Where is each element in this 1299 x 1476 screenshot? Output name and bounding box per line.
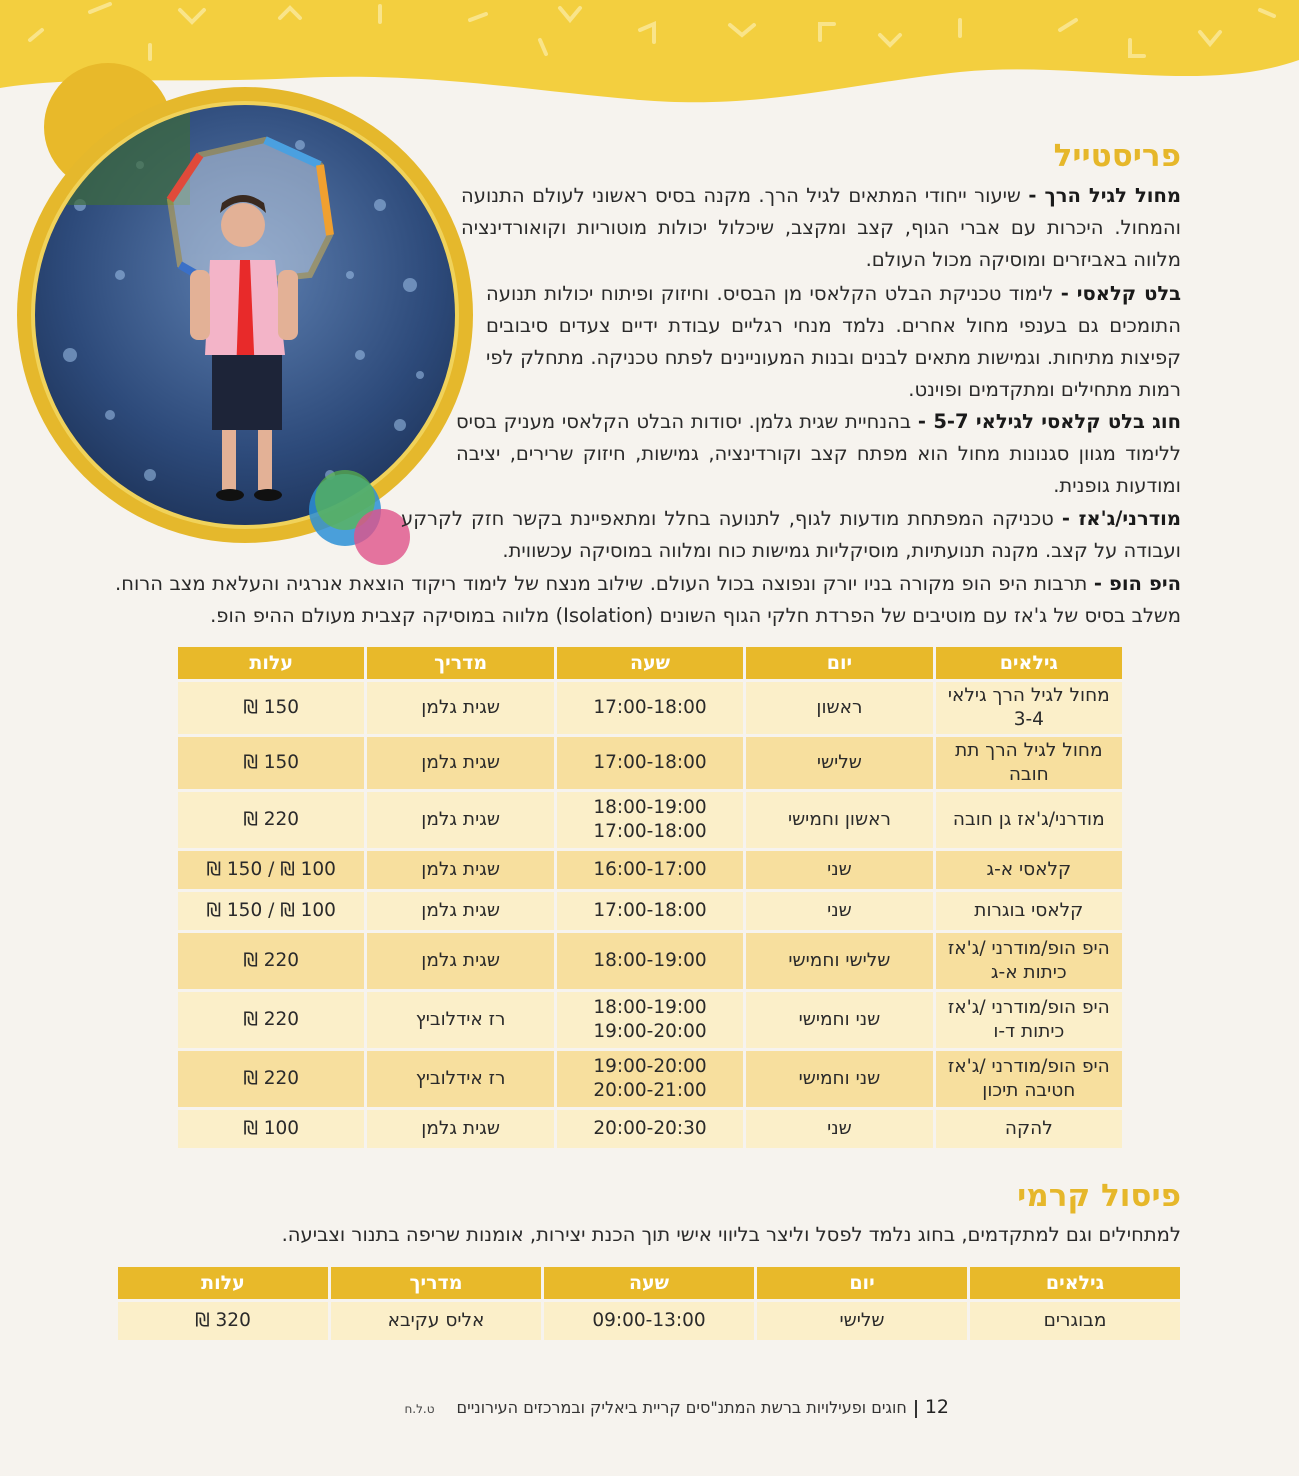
cell-hour <box>557 892 743 930</box>
cell-ages <box>936 1051 1122 1107</box>
cell-day: שני וחמישי <box>746 992 932 1048</box>
cell-day: שני <box>746 851 932 889</box>
page-number: 12 <box>924 1396 949 1418</box>
cell-instructor: שגית גלמן <box>367 851 553 889</box>
table-row <box>178 792 1122 848</box>
cell-ages <box>936 851 1122 889</box>
header-instructor: מדריך <box>367 647 553 679</box>
cell-ages <box>936 933 1122 989</box>
table-header-row <box>178 647 1122 679</box>
table-row <box>178 737 1122 789</box>
cell-day: ראשון <box>746 682 932 734</box>
paragraph-text: טכניקה המפתחת מודעות לגוף, לתנועה בחלל ומתאפיינת בקשר חזק לקרקע ועבודה על קצב. מקנה תנועתיות, מוסיקליות גמישות כוח ומלווה במוסיקה עכשווית. <box>401 507 1181 562</box>
table-row <box>178 992 1122 1048</box>
paragraph-text: תרבות היפ הופ מקורה בניו יורק ונפוצה בכול העולם. שילוב מנצח של לימוד ריקוד הוצאת אנרגיה והעלאת מצב הרוח. משלב בסיס של ג'אז עם מוטיבים של הפרדת חלקי הגוף השונים (Isolation) מלווה במוסיקה קצבית מעולם ההיפ הופ. <box>115 572 1181 627</box>
table-row <box>178 1051 1122 1107</box>
cell-ages <box>936 792 1122 848</box>
paragraph-term: חוג בלט קלאסי לגילאי 5-7 - <box>917 410 1181 433</box>
cell-line: 19:00-20:00 <box>593 1056 707 1077</box>
cell-line: קלאסי בוגרות <box>974 900 1084 921</box>
cell-ages <box>936 892 1122 930</box>
cell-line: כיתות ד-ו <box>993 1021 1065 1042</box>
cell-hour <box>557 792 743 848</box>
table-row <box>178 851 1122 889</box>
cell-instructor: רז אידלוביץ <box>367 1051 553 1107</box>
cell-line: היפ הופ/מודרני /ג'אז <box>947 938 1110 959</box>
dancer-photo <box>0 55 480 575</box>
cell-cost: 100 ₪ <box>178 1110 364 1148</box>
header-instructor: מדריך <box>331 1267 541 1299</box>
paragraph-text: בהנחיית שגית גלמן. יסודות הבלט הקלאסי מעניק בסיס ללימוד מגוון סגנונות מחול הוא מפתח קצב וקורדינציה, גמישות, חיזוק שרירים, יציבה ומודעות גופנית. <box>456 410 1181 497</box>
cell-day: שני <box>746 1110 932 1148</box>
cell-line: 20:00-20:30 <box>593 1118 707 1139</box>
paragraph-term: מחול לגיל הרך - <box>1028 184 1181 207</box>
table-row <box>178 933 1122 989</box>
page-footer <box>404 1396 949 1418</box>
cell-line: 18:00-19:00 <box>593 797 707 818</box>
cell-hour <box>557 992 743 1048</box>
cell-cost: 220 ₪ <box>178 933 364 989</box>
cell-hour <box>557 1051 743 1107</box>
freestyle-title: פריסטייל <box>1053 138 1181 174</box>
cell-cost: 320 ₪ <box>118 1302 328 1340</box>
paragraph-term: היפ הופ - <box>1093 572 1181 595</box>
cell-line: מחול לגיל הרך גילאי 3-4 <box>947 685 1110 730</box>
cell-cost: 220 ₪ <box>178 1051 364 1107</box>
paragraph-term: בלט קלאסי - <box>1060 282 1182 305</box>
header-hour: שעה <box>557 647 743 679</box>
cell-line: כיתות א-ג <box>990 962 1067 983</box>
paragraph-modern-jazz <box>401 503 1181 567</box>
header-day: יום <box>757 1267 967 1299</box>
cell-day: שלישי <box>757 1302 967 1340</box>
paragraph-term: מודרני/ג'אז - <box>1061 507 1181 530</box>
cell-line: 17:00-18:00 <box>593 752 707 773</box>
cell-instructor: שגית גלמן <box>367 933 553 989</box>
cell-line: היפ הופ/מודרני /ג'אז <box>947 997 1110 1018</box>
cell-line: היפ הופ/מודרני /ג'אז <box>947 1056 1110 1077</box>
cell-line: קלאסי א-ג <box>986 859 1072 880</box>
cell-line: 17:00-18:00 <box>593 821 707 842</box>
header-ages: גילאים <box>936 647 1122 679</box>
cell-instructor: שגית גלמן <box>367 682 553 734</box>
cell-line: 09:00-13:00 <box>592 1310 706 1331</box>
ceramic-title: פיסול קרמי <box>1017 1178 1181 1214</box>
cell-cost: 150 ₪ <box>178 682 364 734</box>
cell-line: 17:00-18:00 <box>593 697 707 718</box>
cell-hour <box>557 851 743 889</box>
header-cost: עלות <box>178 647 364 679</box>
cell-hour <box>557 682 743 734</box>
cell-instructor: שגית גלמן <box>367 892 553 930</box>
cell-day: שלישי <box>746 737 932 789</box>
cell-instructor: שגית גלמן <box>367 792 553 848</box>
header-ages: גילאים <box>970 1267 1180 1299</box>
paragraph-toddler-dance <box>461 180 1181 276</box>
table-row <box>178 682 1122 734</box>
paragraph-text: לימוד טכניקת הבלט הקלאסי מן הבסיס. וחיזוק ופיתוח יכולות תנועה התומכים גם בענפי מחול אחרים. נלמד מנחי רגליים עבודת ידיים צעדים סיבובים קפיצות מתיחות. וגמישות מתאים לבנים ובנות המעוניינים לפתח טכניקה. מתחלק לפי רמות מתחילים ומתקדמים ופוינט. <box>486 282 1181 401</box>
cell-instructor: אליס עקיבא <box>331 1302 541 1340</box>
footer-divider <box>915 1400 917 1418</box>
cell-day: ראשון וחמישי <box>746 792 932 848</box>
cell-cost: 220 ₪ <box>178 792 364 848</box>
paragraph-text: שיעור ייחודי המתאים לגיל הרך. מקנה בסיס ראשוני לעולם התנועה והמחול. היכרות עם אברי הגוף, קצב ומקצב, שיכלול יכולות מוטוריות וקואורדינציה מלווה באביזרים ומוסיקה מכול העולם. <box>461 184 1181 271</box>
cell-cost: 100 ₪ / 150 ₪ <box>178 851 364 889</box>
cell-line: 18:00-19:00 <box>593 950 707 971</box>
header-hour: שעה <box>544 1267 754 1299</box>
ceramic-description: למתחילים וגם למתקדמים, בחוג נלמד לפסל וליצר בליווי אישי תוך הכנת יצירות, אומנות שריפה בתנור וצביעה. <box>281 1223 1181 1246</box>
footer-tag: ט.ל.ח <box>404 1402 435 1416</box>
paragraph-ballet-ages-5-7 <box>456 406 1181 502</box>
cell-line: מבוגרים <box>1043 1310 1107 1331</box>
cell-cost: 100 ₪ / 150 ₪ <box>178 892 364 930</box>
freestyle-schedule-table <box>175 644 1125 1151</box>
cell-instructor: רז אידלוביץ <box>367 992 553 1048</box>
cell-ages <box>936 682 1122 734</box>
cell-hour <box>557 1110 743 1148</box>
cell-line: 16:00-17:00 <box>593 859 707 880</box>
ceramic-schedule-table <box>115 1264 1183 1343</box>
cell-hour <box>544 1302 754 1340</box>
cell-ages <box>936 1110 1122 1148</box>
table-header-row <box>118 1267 1180 1299</box>
table-row <box>178 1110 1122 1148</box>
cell-line: מודרני/ג'אז גן חובה <box>952 809 1105 830</box>
cell-instructor: שגית גלמן <box>367 1110 553 1148</box>
paragraph-hip-hop <box>115 568 1181 632</box>
cell-line: חטיבה תיכון <box>982 1080 1076 1101</box>
cell-line: 20:00-21:00 <box>593 1080 707 1101</box>
cell-line: 19:00-20:00 <box>593 1021 707 1042</box>
cell-line: 18:00-19:00 <box>593 997 707 1018</box>
table-row <box>118 1302 1180 1340</box>
cell-day: שלישי וחמישי <box>746 933 932 989</box>
footer-text: חוגים ופעילויות ברשת המתנ"סים קריית ביאליק ובמרכזים העירוניים <box>456 1398 907 1417</box>
header-cost: עלות <box>118 1267 328 1299</box>
table-row <box>178 892 1122 930</box>
cell-ages <box>936 737 1122 789</box>
header-day: יום <box>746 647 932 679</box>
cell-line: 17:00-18:00 <box>593 900 707 921</box>
cell-ages <box>970 1302 1180 1340</box>
cell-instructor: שגית גלמן <box>367 737 553 789</box>
paragraph-classic-ballet <box>486 278 1181 406</box>
cell-line: להקה <box>1004 1118 1053 1139</box>
cell-day: שני וחמישי <box>746 1051 932 1107</box>
cell-line: מחול לגיל הרך תת חובה <box>955 740 1103 785</box>
cell-hour <box>557 933 743 989</box>
cell-ages <box>936 992 1122 1048</box>
cell-hour <box>557 737 743 789</box>
cell-cost: 220 ₪ <box>178 992 364 1048</box>
cell-cost: 150 ₪ <box>178 737 364 789</box>
cell-day: שני <box>746 892 932 930</box>
